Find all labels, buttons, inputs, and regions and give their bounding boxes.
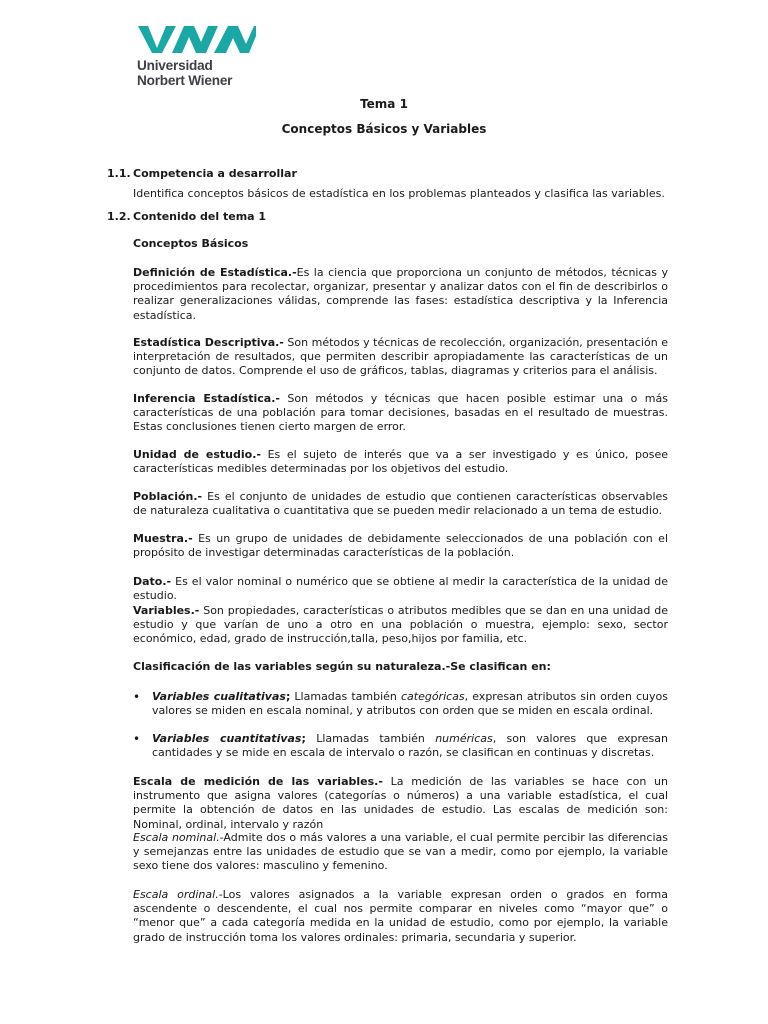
definition-paragraph xyxy=(133,604,668,647)
definition-term: Definición de Estadística.- xyxy=(133,266,297,279)
section-1-1-text: Identifica conceptos básicos de estadística en los problemas planteados y clasifica las variables. xyxy=(133,187,665,200)
definition-term: Inferencia Estadística.- xyxy=(133,392,280,405)
definition-paragraph xyxy=(133,336,668,379)
bullet-text-post: , son valores que expresan cantidades y se mide en escala de intervalo o razón, se clasifican en continuas y discretas. xyxy=(152,732,668,760)
scale-text: La medición de las variables se hace con un instrumento que asigna valores (categorías o números) a una variable estadística, el cual permite la obtención de datos en las unidades de estudio. Las escalas de medición son: Nominal, ordinal, intervalo y razón xyxy=(133,775,668,831)
bullet-term: Variables cualitativas xyxy=(152,690,286,703)
definition-term: Estadística Descriptiva.- xyxy=(133,336,284,349)
bullet-emphasis: categóricas xyxy=(400,690,465,703)
bullet-icon: • xyxy=(133,690,141,704)
bullet-item xyxy=(152,732,668,760)
section-1-1-heading: Competencia a desarrollar xyxy=(133,167,297,180)
nominal-scale-text: -Admite dos o más valores a una variable, el cual permite percibir las diferencias y semejanzas entre las unidades de estudio que se van a medir, como por ejemplo, la variable sexo tiene dos valores: masculino y femenino. xyxy=(133,831,668,873)
topic-subtitle: Conceptos Básicos y Variables xyxy=(281,122,487,136)
logo-text-line2: Norbert Wiener xyxy=(137,73,233,88)
basic-concepts-subheading: Conceptos Básicos xyxy=(133,237,249,250)
definition-paragraph xyxy=(133,392,668,435)
nominal-scale-paragraph xyxy=(133,831,668,874)
definition-text: Son métodos y técnicas de recolección, organización, presentación e interpretación de resultados, que permiten describir apropiadamente las características de un conjunto de datos. Comprende el uso de gráficos, tablas, diagramas y criterios para el análisis. xyxy=(133,336,668,378)
bullet-item xyxy=(152,690,668,718)
scale-paragraph xyxy=(133,775,668,832)
logo-text-line1: Universidad xyxy=(137,58,213,73)
bullet-text-post: , expresan atributos sin orden cuyos valores se miden en escala nominal, y atributos con orden que se miden en escala ordinal. xyxy=(152,690,668,718)
definition-text: Es la ciencia que proporciona un conjunto de métodos, técnicas y procedimientos para recolectar, organizar, presentar y analizar datos con el fin de describirlos o realizar generalizaciones válidas, comprende las fases: estadística descriptiva y la Inferencia estadística. xyxy=(133,266,668,322)
nominal-scale-term: Escala nominal. xyxy=(133,831,220,844)
bullet-semicolon: ; xyxy=(285,690,291,703)
ordinal-scale-paragraph xyxy=(133,888,668,945)
scale-term: Escala de medición de las variables.- xyxy=(133,775,383,788)
definition-text: Son métodos y técnicas que hacen posible estimar una o más características de una población para tomar decisiones, basadas en el resultado de muestras. Estas conclusiones tienen cierto margen de error. xyxy=(133,392,668,434)
ordinal-scale-term: Escala ordinal. xyxy=(133,888,219,901)
bullet-emphasis: numéricas xyxy=(435,732,493,745)
bullet-semicolon: ; xyxy=(301,732,306,745)
section-1-2-heading: Contenido del tema 1 xyxy=(133,210,267,223)
definition-term: Unidad de estudio.- xyxy=(133,448,261,461)
section-1-1-number: 1.1. xyxy=(107,167,131,180)
bullet-icon: • xyxy=(133,732,141,746)
logo-wave-icon xyxy=(138,24,256,54)
definition-term: Variables.- xyxy=(133,604,200,617)
definition-paragraph xyxy=(133,532,668,560)
bullet-term: Variables cuantitativas xyxy=(152,732,302,745)
definition-text: Es el valor nominal o numérico que se obtiene al medir la característica de la unidad de estudio. xyxy=(133,575,668,603)
definition-paragraph xyxy=(133,575,668,603)
definition-paragraph xyxy=(133,490,668,518)
definition-text: Es un grupo de unidades de debidamente seleccionados de una población con el propósito de investigar determinadas características de la población. xyxy=(133,532,668,560)
bullet-text-pre: Llamadas también xyxy=(290,690,401,703)
definition-paragraph xyxy=(133,266,668,323)
definition-paragraph xyxy=(133,448,668,476)
classification-heading: Clasificación de las variables según su naturaleza.-Se clasifican en: xyxy=(133,660,551,673)
university-logo xyxy=(134,24,258,94)
bullet-text-pre: Llamadas también xyxy=(305,732,436,745)
definition-text: Es el conjunto de unidades de estudio que contienen características observables de naturaleza cualitativa o cuantitativa que se pueden medir relacionado a un tema de estudio. xyxy=(133,490,668,518)
ordinal-scale-text: -Los valores asignados a la variable expresan orden o grados en forma ascendente o descendente, el cual nos permite comparar en niveles como “mayor que” o “menor que” a cada categoría medida en la unidad de estudio, como por ejemplo, la variable grado de instrucción toma los valores ordinales: primaria, secundaria y superior. xyxy=(133,888,668,944)
definition-text: Son propiedades, características o atributos medibles que se dan en una unidad de estudio y que varían de uno a otro en una población o muestra, ejemplo: sexo, sector económico, edad, grado de instrucción,talla, peso,hijos por familia, etc. xyxy=(133,604,668,646)
definition-term: Muestra.- xyxy=(133,532,193,545)
definition-term: Dato.- xyxy=(133,575,172,588)
definition-text: Es el sujeto de interés que va a ser investigado y es único, posee características medibles determinadas por los objetivos del estudio. xyxy=(133,448,668,476)
section-1-2-number: 1.2. xyxy=(107,210,131,223)
definition-term: Población.- xyxy=(133,490,203,503)
topic-title: Tema 1 xyxy=(360,97,408,111)
